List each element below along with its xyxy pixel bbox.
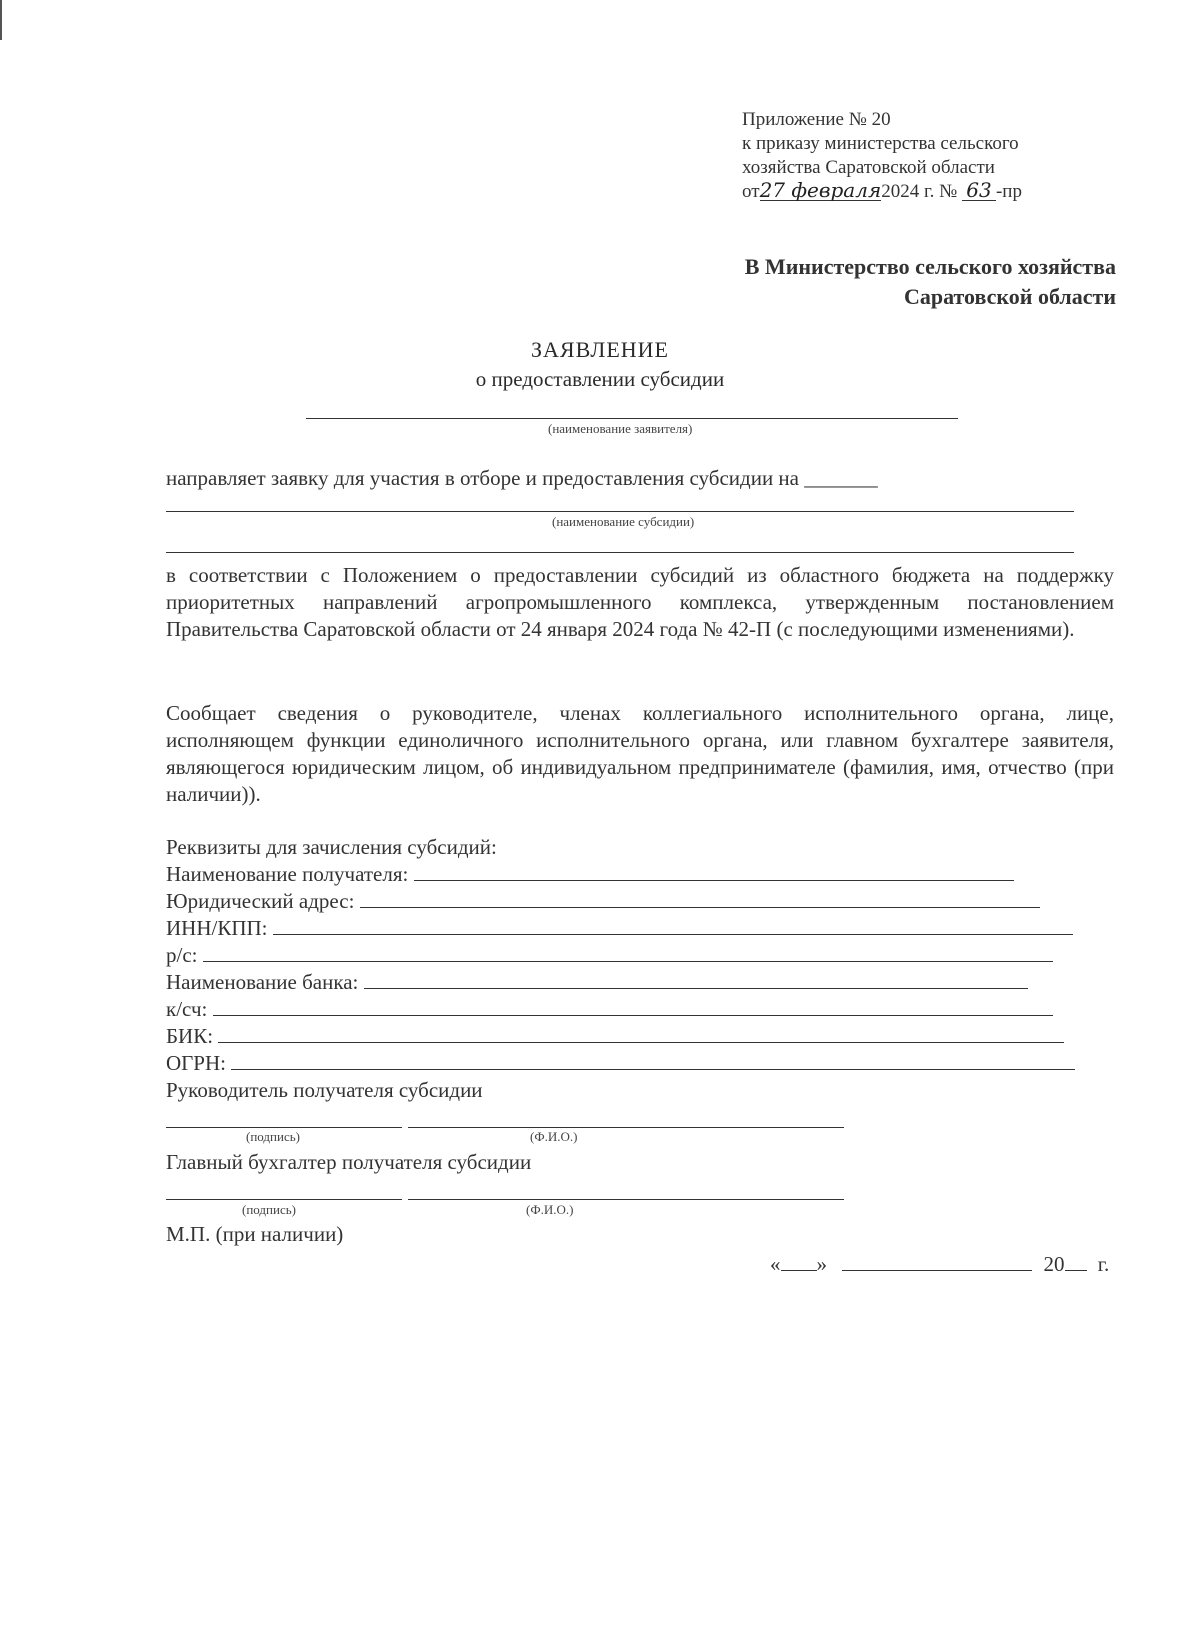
document-title: ЗАЯВЛЕНИЕ (531, 337, 669, 362)
bank-field[interactable] (364, 974, 1028, 989)
corr-account-row (166, 997, 1053, 1022)
bik-row (166, 1024, 1064, 1049)
applicant-name-line (306, 418, 958, 419)
addressee-line-2: Саратовской области (903, 284, 1116, 309)
accountant-signature-caption: (подпись) (242, 1202, 296, 1217)
inn-row (166, 916, 1073, 941)
accountant-name-line[interactable] (408, 1199, 844, 1200)
information-paragraph: Сообщает сведения о руководителе, членах коллегиального исполнительного органа, лице, исполняющем функции единоличного исполнительного органа, или главном бухгалтере заявителя, являющегося юридическим лицом, об индивидуальном предпринимателе (фамилия, имя, отчество (при наличии)). (166, 701, 1114, 806)
head-label: Руководитель получателя субсидии (166, 1078, 483, 1102)
head-signature-caption: (подпись) (246, 1129, 300, 1144)
appendix-block (742, 108, 1022, 204)
bank-row (166, 970, 1028, 995)
bik-field[interactable] (218, 1028, 1064, 1043)
bank-label: Наименование банка: (166, 970, 359, 994)
inn-label: ИНН/КПП: (166, 916, 268, 940)
appendix-line-4 (742, 180, 1022, 204)
date-close-quote: » (816, 1252, 827, 1276)
stamp-label: М.П. (при наличии) (166, 1222, 344, 1246)
accountant-label: Главный бухгалтер получателя субсидии (166, 1150, 532, 1174)
inn-field[interactable] (273, 920, 1073, 935)
head-signature-line[interactable] (166, 1127, 402, 1128)
requisites-heading: Реквизиты для зачисления субсидий: (166, 835, 497, 859)
request-line: направляет заявку для участия в отборе и предоставления субсидии на _______ (166, 466, 878, 490)
account-label: р/с: (166, 943, 198, 967)
accountant-name-caption: (Ф.И.О.) (526, 1202, 574, 1217)
appendix-line-1: Приложение № 20 (742, 109, 891, 130)
recipient-field[interactable] (414, 866, 1014, 881)
appendix-date-prefix: от (742, 181, 760, 202)
accountant-signature-line[interactable] (166, 1199, 402, 1200)
date-month-field[interactable] (842, 1256, 1032, 1271)
recipient-row (166, 862, 1014, 887)
head-name-line[interactable] (408, 1127, 844, 1128)
appendix-line-3: хозяйства Саратовской области (742, 157, 995, 178)
ogrn-row (166, 1051, 1075, 1076)
date-year-prefix: 20 (1043, 1252, 1065, 1276)
corr-account-field[interactable] (213, 1001, 1053, 1016)
applicant-caption: (наименование заявителя) (548, 421, 693, 436)
account-field[interactable] (203, 947, 1053, 962)
document-subtitle: о предоставлении субсидии (475, 367, 725, 391)
regulation-paragraph: в соответствии с Положением о предоставлении субсидий из областного бюджета на поддержку приоритетных направлений агропромышленного комплекса, утвержденным постановлением Правительства Саратовской области от 24 января 2024 года № 42-П (с последующими изменениями). (166, 563, 1114, 641)
corr-account-label: к/сч: (166, 997, 208, 1021)
bik-label: БИК: (166, 1024, 214, 1048)
handwritten-order-number: 63 (962, 180, 996, 201)
subsidy-caption: (наименование субсидии) (552, 514, 695, 529)
appendix-line-2: к приказу министерства сельского (742, 133, 1019, 154)
head-name-caption: (Ф.И.О.) (530, 1129, 578, 1144)
appendix-year: 2024 г. № (881, 181, 958, 202)
ogrn-label: ОГРН: (166, 1051, 226, 1075)
appendix-suffix: -пр (995, 181, 1022, 202)
addressee-line-1: В Министерство сельского хозяйства (744, 254, 1116, 279)
handwritten-date: 27 февраля (759, 178, 882, 202)
address-label: Юридический адрес: (166, 889, 355, 913)
subsidy-name-line-2 (166, 552, 1074, 553)
date-year-field[interactable] (1065, 1256, 1087, 1271)
date-line (770, 1252, 1109, 1277)
subsidy-name-line-1 (166, 511, 1074, 512)
recipient-label: Наименование получателя: (166, 862, 409, 886)
address-field[interactable] (360, 893, 1040, 908)
address-row (166, 889, 1040, 914)
addressee-block (745, 252, 1116, 312)
ogrn-field[interactable] (231, 1055, 1075, 1070)
scan-edge-mark (0, 0, 2, 40)
date-open-quote: « (770, 1252, 781, 1276)
date-day-field[interactable] (781, 1256, 817, 1271)
account-row (166, 943, 1053, 968)
date-year-suffix: г. (1097, 1252, 1110, 1276)
